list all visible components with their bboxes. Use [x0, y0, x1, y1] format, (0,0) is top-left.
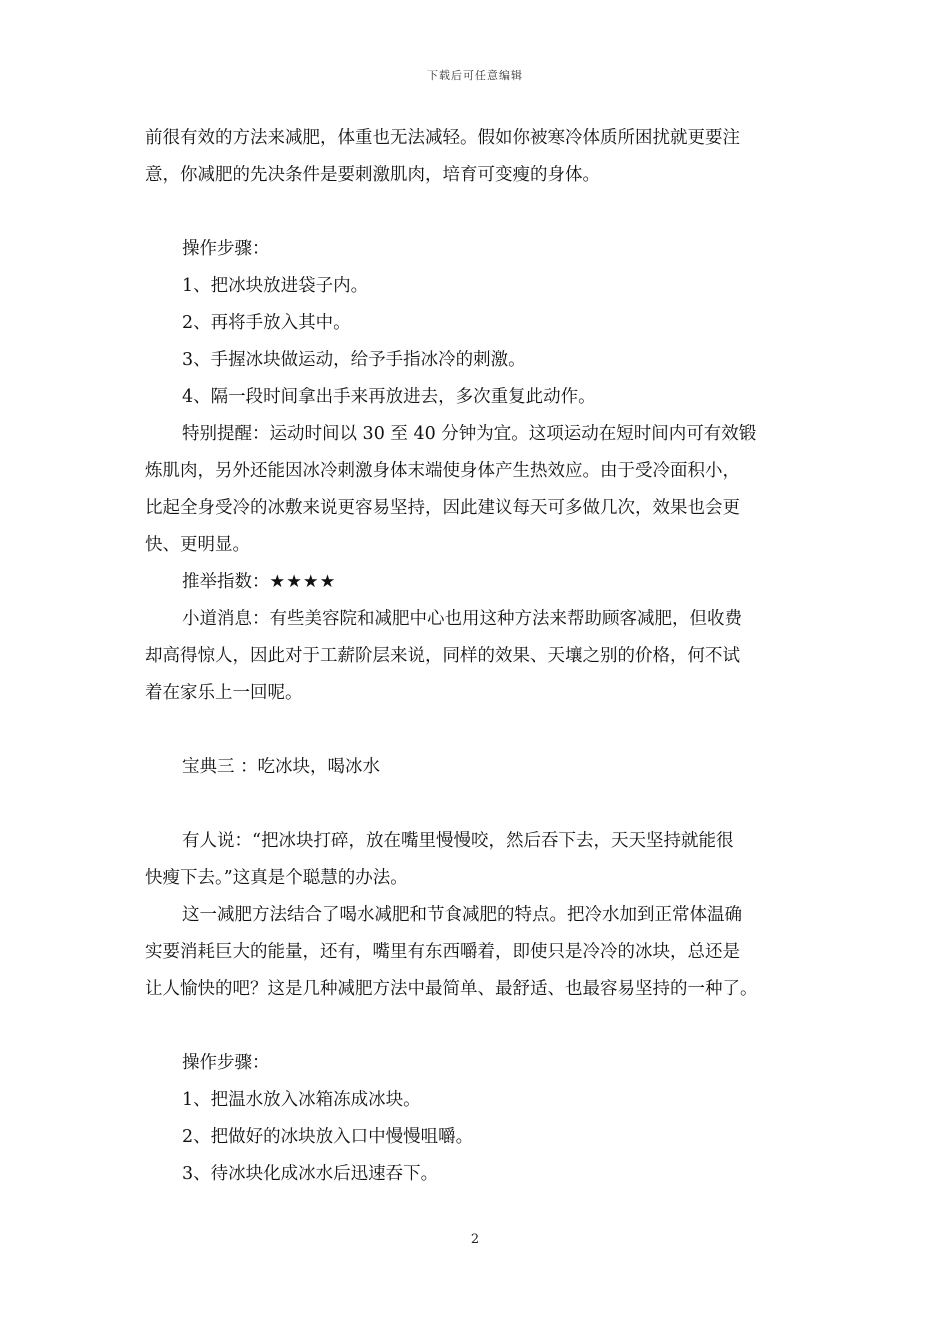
page-number: 2	[470, 1232, 480, 1247]
section-heading: 操作步骤：	[182, 1053, 270, 1073]
paragraph-line: 比起全身受冷的冰敷来说更容易坚持，因此建议每天可多做几次，效果也会更	[145, 498, 740, 518]
paragraph-gap	[145, 712, 807, 749]
step-item: 4、隔一段时间拿出手来再放进去，多次重复此动作。	[182, 387, 596, 407]
paragraph-line: 前很有效的方法来减肥，体重也无法减轻。假如你被寒冷体质所困扰就更要注	[145, 128, 740, 148]
step-item: 2、把做好的冰块放入口中慢慢咀嚼。	[182, 1127, 474, 1147]
rating-line	[145, 564, 807, 601]
paragraph-line: 小道消息：有些美容院和减肥中心也用这种方法来帮助顾客减肥，但收费	[182, 609, 742, 629]
step-item: 3、手握冰块做运动，给予手指冰冷的刺激。	[182, 350, 526, 370]
document-body	[145, 120, 807, 1193]
paragraph-line: 有人说：“把冰块打碎，放在嘴里慢慢咬，然后吞下去，天天坚持就能很	[182, 831, 734, 851]
step-item: 1、把冰块放进袋子内。	[182, 276, 369, 296]
paragraph-line: 快瘦下去。”这真是个聪慧的办法。	[145, 868, 408, 888]
paragraph-line: 让人愉快的吧？这是几种减肥方法中最简单、最舒适、也最容易坚持的一种了。	[145, 979, 758, 999]
paragraph-gap	[145, 1008, 807, 1045]
step-item: 1、把温水放入冰箱冻成冰块。	[182, 1090, 421, 1110]
paragraph-gap	[145, 194, 807, 231]
paragraph-line: 却高得惊人，因此对于工薪阶层来说，同样的效果、天壤之别的价格，何不试	[145, 646, 740, 666]
paragraph-line: 特别提醒：运动时间以 30 至 40 分钟为宜。这项运动在短时间内可有效锻	[182, 424, 757, 444]
step-item: 3、待冰块化成冰水后迅速吞下。	[182, 1164, 439, 1184]
section-title: 宝典三 ：吃冰块，喝冰水	[182, 757, 381, 777]
rating-stars: ★★★★	[269, 572, 337, 592]
paragraph-line: 快、更明显。	[145, 535, 250, 555]
paragraph-line: 这一减肥方法结合了喝水减肥和节食减肥的特点。把冷水加到正常体温确	[182, 905, 742, 925]
paragraph-gap	[145, 786, 807, 823]
step-item: 2、再将手放入其中。	[182, 313, 351, 333]
section-heading: 操作步骤：	[182, 239, 270, 259]
rating-label: 推举指数：	[182, 572, 270, 592]
paragraph-line: 实要消耗巨大的能量，还有，嘴里有东西嚼着，即使只是冷冷的冰块，总还是	[145, 942, 740, 962]
paragraph-line: 着在家乐上一回呢。	[145, 683, 303, 703]
paragraph-line: 炼肌肉，另外还能因冰冷刺激身体末端使身体产生热效应。由于受冷面积小，	[145, 461, 740, 481]
paragraph-line: 意，你减肥的先决条件是要刺激肌肉，培育可变瘦的身体。	[145, 165, 600, 185]
page-header: 下载后可任意编辑	[427, 69, 523, 82]
